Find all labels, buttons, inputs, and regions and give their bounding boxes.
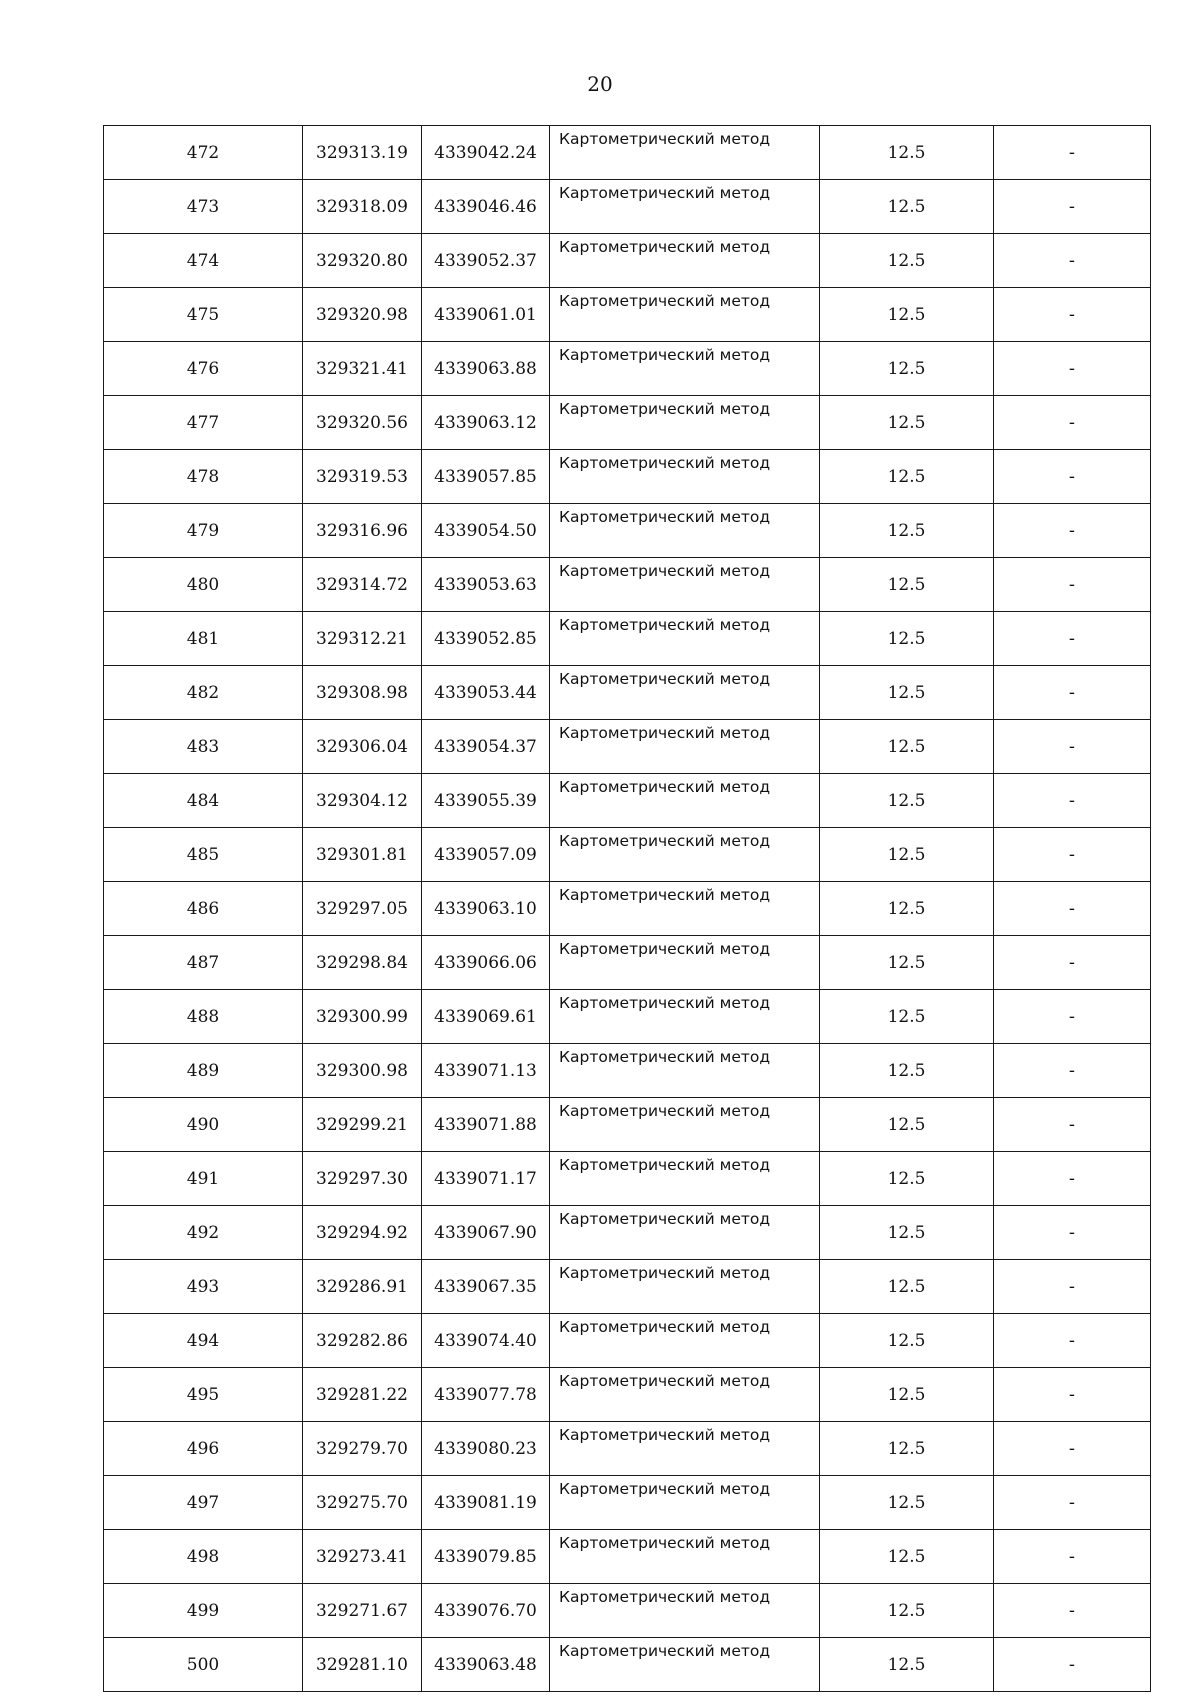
method-cell: Картометрический метод — [550, 666, 820, 720]
point-number-cell: 474 — [104, 234, 303, 288]
point-number-cell: 486 — [104, 882, 303, 936]
table-row — [104, 666, 1151, 720]
note-cell: - — [994, 990, 1151, 1044]
method-cell: Картометрический метод — [550, 1638, 820, 1692]
x-coordinate-cell: 329286.91 — [303, 1260, 422, 1314]
note-cell: - — [994, 720, 1151, 774]
point-number-cell: 499 — [104, 1584, 303, 1638]
table-row — [104, 288, 1151, 342]
table-row — [104, 1044, 1151, 1098]
table-row — [104, 882, 1151, 936]
table-row — [104, 1206, 1151, 1260]
x-coordinate-cell: 329319.53 — [303, 450, 422, 504]
accuracy-cell: 12.5 — [820, 450, 994, 504]
note-cell: - — [994, 1422, 1151, 1476]
page-number: 20 — [587, 72, 613, 96]
x-coordinate-cell: 329318.09 — [303, 180, 422, 234]
point-number-cell: 476 — [104, 342, 303, 396]
point-number-cell: 500 — [104, 1638, 303, 1692]
y-coordinate-cell: 4339063.48 — [422, 1638, 550, 1692]
accuracy-cell: 12.5 — [820, 990, 994, 1044]
y-coordinate-cell: 4339054.37 — [422, 720, 550, 774]
table-row — [104, 774, 1151, 828]
y-coordinate-cell: 4339061.01 — [422, 288, 550, 342]
table-row — [104, 1314, 1151, 1368]
accuracy-cell: 12.5 — [820, 1314, 994, 1368]
table-row — [104, 396, 1151, 450]
x-coordinate-cell: 329297.05 — [303, 882, 422, 936]
method-cell: Картометрический метод — [550, 1422, 820, 1476]
method-cell: Картометрический метод — [550, 288, 820, 342]
table-row — [104, 1368, 1151, 1422]
point-number-cell: 493 — [104, 1260, 303, 1314]
table-row — [104, 450, 1151, 504]
y-coordinate-cell: 4339069.61 — [422, 990, 550, 1044]
x-coordinate-cell: 329275.70 — [303, 1476, 422, 1530]
y-coordinate-cell: 4339067.90 — [422, 1206, 550, 1260]
note-cell: - — [994, 1314, 1151, 1368]
table-row — [104, 1098, 1151, 1152]
table-row — [104, 990, 1151, 1044]
accuracy-cell: 12.5 — [820, 1530, 994, 1584]
x-coordinate-cell: 329298.84 — [303, 936, 422, 990]
table-row — [104, 504, 1151, 558]
accuracy-cell: 12.5 — [820, 774, 994, 828]
point-number-cell: 477 — [104, 396, 303, 450]
note-cell: - — [994, 342, 1151, 396]
y-coordinate-cell: 4339081.19 — [422, 1476, 550, 1530]
method-cell: Картометрический метод — [550, 450, 820, 504]
note-cell: - — [994, 612, 1151, 666]
note-cell: - — [994, 1584, 1151, 1638]
method-cell: Картометрический метод — [550, 1152, 820, 1206]
method-cell: Картометрический метод — [550, 774, 820, 828]
note-cell: - — [994, 1044, 1151, 1098]
note-cell: - — [994, 828, 1151, 882]
y-coordinate-cell: 4339052.37 — [422, 234, 550, 288]
accuracy-cell: 12.5 — [820, 126, 994, 180]
accuracy-cell: 12.5 — [820, 234, 994, 288]
x-coordinate-cell: 329321.41 — [303, 342, 422, 396]
y-coordinate-cell: 4339063.88 — [422, 342, 550, 396]
point-number-cell: 490 — [104, 1098, 303, 1152]
y-coordinate-cell: 4339067.35 — [422, 1260, 550, 1314]
table-row — [104, 828, 1151, 882]
table-row — [104, 1152, 1151, 1206]
note-cell: - — [994, 1260, 1151, 1314]
table-row — [104, 612, 1151, 666]
method-cell: Картометрический метод — [550, 396, 820, 450]
note-cell: - — [994, 936, 1151, 990]
note-cell: - — [994, 504, 1151, 558]
accuracy-cell: 12.5 — [820, 1638, 994, 1692]
x-coordinate-cell: 329300.99 — [303, 990, 422, 1044]
point-number-cell: 475 — [104, 288, 303, 342]
accuracy-cell: 12.5 — [820, 342, 994, 396]
point-number-cell: 485 — [104, 828, 303, 882]
y-coordinate-cell: 4339053.63 — [422, 558, 550, 612]
accuracy-cell: 12.5 — [820, 666, 994, 720]
x-coordinate-cell: 329299.21 — [303, 1098, 422, 1152]
accuracy-cell: 12.5 — [820, 882, 994, 936]
x-coordinate-cell: 329294.92 — [303, 1206, 422, 1260]
method-cell: Картометрический метод — [550, 1260, 820, 1314]
y-coordinate-cell: 4339053.44 — [422, 666, 550, 720]
accuracy-cell: 12.5 — [820, 1260, 994, 1314]
point-number-cell: 489 — [104, 1044, 303, 1098]
y-coordinate-cell: 4339063.12 — [422, 396, 550, 450]
note-cell: - — [994, 1476, 1151, 1530]
accuracy-cell: 12.5 — [820, 1044, 994, 1098]
point-number-cell: 498 — [104, 1530, 303, 1584]
method-cell: Картометрический метод — [550, 828, 820, 882]
x-coordinate-cell: 329320.56 — [303, 396, 422, 450]
y-coordinate-cell: 4339057.85 — [422, 450, 550, 504]
point-number-cell: 482 — [104, 666, 303, 720]
accuracy-cell: 12.5 — [820, 1584, 994, 1638]
note-cell: - — [994, 396, 1151, 450]
point-number-cell: 473 — [104, 180, 303, 234]
coordinates-table-body — [104, 126, 1151, 1692]
accuracy-cell: 12.5 — [820, 720, 994, 774]
note-cell: - — [994, 126, 1151, 180]
point-number-cell: 481 — [104, 612, 303, 666]
method-cell: Картометрический метод — [550, 558, 820, 612]
note-cell: - — [994, 558, 1151, 612]
method-cell: Картометрический метод — [550, 1206, 820, 1260]
point-number-cell: 480 — [104, 558, 303, 612]
note-cell: - — [994, 774, 1151, 828]
method-cell: Картометрический метод — [550, 1584, 820, 1638]
method-cell: Картометрический метод — [550, 1368, 820, 1422]
table-row — [104, 126, 1151, 180]
note-cell: - — [994, 180, 1151, 234]
y-coordinate-cell: 4339054.50 — [422, 504, 550, 558]
table-row — [104, 342, 1151, 396]
note-cell: - — [994, 1368, 1151, 1422]
method-cell: Картометрический метод — [550, 342, 820, 396]
note-cell: - — [994, 1206, 1151, 1260]
x-coordinate-cell: 329273.41 — [303, 1530, 422, 1584]
method-cell: Картометрический метод — [550, 882, 820, 936]
y-coordinate-cell: 4339077.78 — [422, 1368, 550, 1422]
table-row — [104, 558, 1151, 612]
method-cell: Картометрический метод — [550, 1530, 820, 1584]
method-cell: Картометрический метод — [550, 504, 820, 558]
note-cell: - — [994, 666, 1151, 720]
x-coordinate-cell: 329312.21 — [303, 612, 422, 666]
method-cell: Картометрический метод — [550, 1314, 820, 1368]
method-cell: Картометрический метод — [550, 234, 820, 288]
point-number-cell: 488 — [104, 990, 303, 1044]
accuracy-cell: 12.5 — [820, 612, 994, 666]
point-number-cell: 472 — [104, 126, 303, 180]
accuracy-cell: 12.5 — [820, 1422, 994, 1476]
method-cell: Картометрический метод — [550, 990, 820, 1044]
x-coordinate-cell: 329300.98 — [303, 1044, 422, 1098]
y-coordinate-cell: 4339042.24 — [422, 126, 550, 180]
y-coordinate-cell: 4339079.85 — [422, 1530, 550, 1584]
accuracy-cell: 12.5 — [820, 1476, 994, 1530]
x-coordinate-cell: 329314.72 — [303, 558, 422, 612]
coordinates-table — [103, 125, 1151, 1692]
accuracy-cell: 12.5 — [820, 936, 994, 990]
table-row — [104, 1260, 1151, 1314]
x-coordinate-cell: 329281.22 — [303, 1368, 422, 1422]
y-coordinate-cell: 4339080.23 — [422, 1422, 550, 1476]
y-coordinate-cell: 4339063.10 — [422, 882, 550, 936]
point-number-cell: 478 — [104, 450, 303, 504]
x-coordinate-cell: 329316.96 — [303, 504, 422, 558]
accuracy-cell: 12.5 — [820, 1368, 994, 1422]
point-number-cell: 487 — [104, 936, 303, 990]
accuracy-cell: 12.5 — [820, 504, 994, 558]
x-coordinate-cell: 329320.98 — [303, 288, 422, 342]
table-row — [104, 1422, 1151, 1476]
accuracy-cell: 12.5 — [820, 1098, 994, 1152]
point-number-cell: 491 — [104, 1152, 303, 1206]
y-coordinate-cell: 4339071.17 — [422, 1152, 550, 1206]
note-cell: - — [994, 1152, 1151, 1206]
point-number-cell: 497 — [104, 1476, 303, 1530]
table-row — [104, 180, 1151, 234]
method-cell: Картометрический метод — [550, 936, 820, 990]
x-coordinate-cell: 329279.70 — [303, 1422, 422, 1476]
y-coordinate-cell: 4339066.06 — [422, 936, 550, 990]
note-cell: - — [994, 1530, 1151, 1584]
point-number-cell: 492 — [104, 1206, 303, 1260]
table-row — [104, 1584, 1151, 1638]
method-cell: Картометрический метод — [550, 180, 820, 234]
x-coordinate-cell: 329301.81 — [303, 828, 422, 882]
accuracy-cell: 12.5 — [820, 1152, 994, 1206]
x-coordinate-cell: 329304.12 — [303, 774, 422, 828]
accuracy-cell: 12.5 — [820, 396, 994, 450]
accuracy-cell: 12.5 — [820, 828, 994, 882]
note-cell: - — [994, 1638, 1151, 1692]
note-cell: - — [994, 882, 1151, 936]
table-row — [104, 1476, 1151, 1530]
y-coordinate-cell: 4339074.40 — [422, 1314, 550, 1368]
x-coordinate-cell: 329306.04 — [303, 720, 422, 774]
accuracy-cell: 12.5 — [820, 558, 994, 612]
note-cell: - — [994, 450, 1151, 504]
x-coordinate-cell: 329308.98 — [303, 666, 422, 720]
method-cell: Картометрический метод — [550, 1098, 820, 1152]
accuracy-cell: 12.5 — [820, 1206, 994, 1260]
note-cell: - — [994, 234, 1151, 288]
table-row — [104, 1638, 1151, 1692]
y-coordinate-cell: 4339071.13 — [422, 1044, 550, 1098]
point-number-cell: 483 — [104, 720, 303, 774]
note-cell: - — [994, 288, 1151, 342]
point-number-cell: 479 — [104, 504, 303, 558]
method-cell: Картометрический метод — [550, 126, 820, 180]
x-coordinate-cell: 329282.86 — [303, 1314, 422, 1368]
table-row — [104, 720, 1151, 774]
x-coordinate-cell: 329281.10 — [303, 1638, 422, 1692]
method-cell: Картометрический метод — [550, 1044, 820, 1098]
point-number-cell: 495 — [104, 1368, 303, 1422]
accuracy-cell: 12.5 — [820, 288, 994, 342]
y-coordinate-cell: 4339071.88 — [422, 1098, 550, 1152]
table-row — [104, 1530, 1151, 1584]
x-coordinate-cell: 329320.80 — [303, 234, 422, 288]
table-row — [104, 936, 1151, 990]
accuracy-cell: 12.5 — [820, 180, 994, 234]
y-coordinate-cell: 4339046.46 — [422, 180, 550, 234]
y-coordinate-cell: 4339057.09 — [422, 828, 550, 882]
point-number-cell: 484 — [104, 774, 303, 828]
point-number-cell: 496 — [104, 1422, 303, 1476]
method-cell: Картометрический метод — [550, 612, 820, 666]
x-coordinate-cell: 329297.30 — [303, 1152, 422, 1206]
note-cell: - — [994, 1098, 1151, 1152]
x-coordinate-cell: 329313.19 — [303, 126, 422, 180]
method-cell: Картометрический метод — [550, 720, 820, 774]
y-coordinate-cell: 4339052.85 — [422, 612, 550, 666]
table-row — [104, 234, 1151, 288]
method-cell: Картометрический метод — [550, 1476, 820, 1530]
y-coordinate-cell: 4339076.70 — [422, 1584, 550, 1638]
y-coordinate-cell: 4339055.39 — [422, 774, 550, 828]
x-coordinate-cell: 329271.67 — [303, 1584, 422, 1638]
point-number-cell: 494 — [104, 1314, 303, 1368]
